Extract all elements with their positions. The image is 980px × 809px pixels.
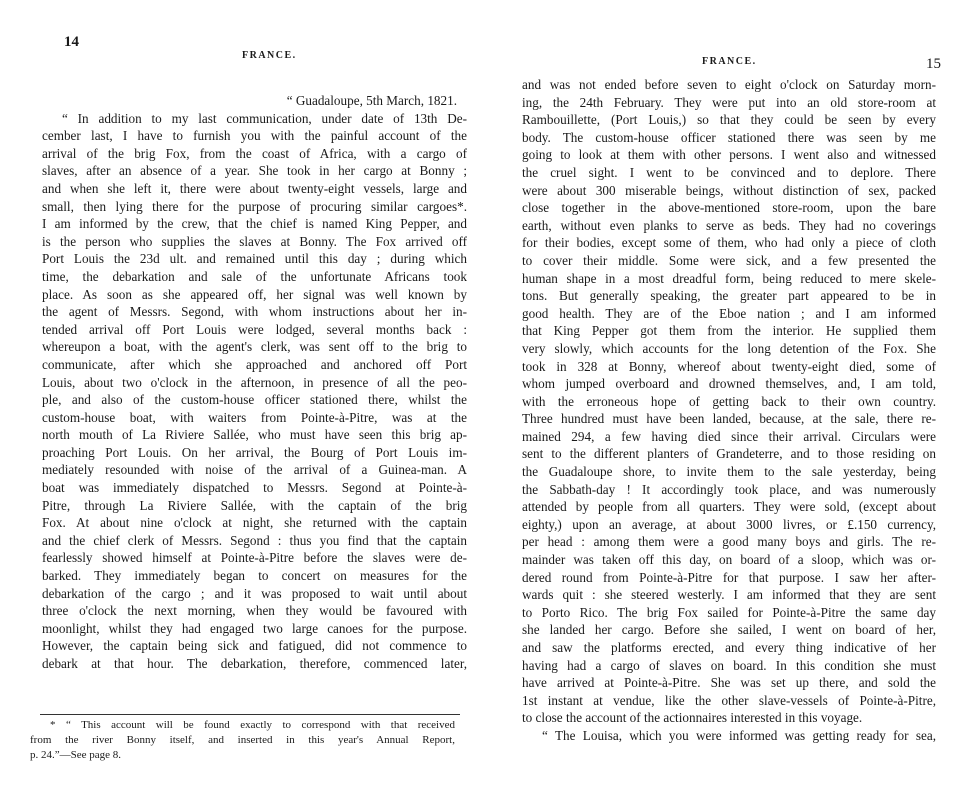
text-line: mediately resounded with noise of the arrival of a Guinea-man. A (42, 462, 467, 478)
text-line: to Porto Rico. The brig Fox sailed for Pointe-à-Pitre the same day (522, 604, 936, 620)
text-line: place. As soon as she appeared off, her signal was well known by (42, 286, 467, 302)
text-line: mainder was taken off this day, on board of a sloop, which was or- (522, 552, 936, 568)
text-line: three o'clock the next morning, when they would be favoured with (42, 603, 467, 619)
text-line: Louis, about two o'clock in the afternoon, in presence of all the peo- (42, 374, 467, 390)
text-line: the Sabbath-day ! It accordingly took place, and was numerously (522, 481, 936, 497)
text-line: Three hundred must have been landed, because, at the sale, there re- (522, 411, 936, 427)
text-line: and the chief clerk of Messrs. Segond : thus you find that the captain (42, 532, 467, 548)
text-line: slaves, after an absence of a year. She took in her cargo at Bonny ; (42, 163, 467, 179)
text-line: whereupon a boat, with the agent's clerk, was sent off to the brig to (42, 339, 467, 355)
text-line: close together in the above-mentioned store-room, upon the bare (522, 200, 936, 216)
text-line: “ Guadaloupe, 5th March, 1821. (286, 93, 457, 108)
text-line: going to look at them with other persons. I went also and witnessed (522, 147, 936, 163)
running-head: FRANCE. (702, 56, 757, 67)
text-line: have arrived at Pointe-à-Pitre. She was set up there, and sold the (522, 675, 936, 691)
text-line: whom jumped overboard and drowned themselves, and, I am told, (522, 376, 936, 392)
text-line: were about 300 miserable beings, without distinction of sex, packed (522, 182, 936, 198)
text-line: I am informed by the crew, that the chief is named King Pepper, and (42, 216, 467, 232)
text-line: north mouth of La Riviere Sallée, who must have seen this brig ap- (42, 427, 467, 443)
text-line: boat was immediately dispatched to Messrs. Segond at Pointe-à- (42, 480, 467, 496)
text-line: eighty,) upon an average, at about 3000 livres, or £.150 currency, (522, 516, 936, 532)
body-text (42, 92, 467, 673)
text-line: Port Louis the 23d ult. and remained until this day ; during which (42, 251, 467, 267)
text-line: the Guadaloupe shore, to invite them to the sale yesterday, being (522, 464, 936, 480)
text-line: “ In addition to my last communication, under date of 13th De- (62, 110, 467, 126)
text-line: arrival of the brig Fox, from the coast of Africa, with a cargo of (42, 145, 467, 161)
text-line: fearlessly showed himself at Pointe-à-Pitre before the slaves were de- (42, 550, 467, 566)
running-head: FRANCE. (242, 50, 297, 61)
text-line: with the erroneous hope of getting back to their own country. (522, 393, 936, 409)
text-line: However, the captain being sick and fatigued, did not commence to (42, 638, 467, 654)
text-line: and when she left it, there were about twenty-eight vessels, large and (42, 180, 467, 196)
text-line: Rambouillette, (Port Louis,) so that they could be seen by every (522, 112, 936, 128)
text-line: the cruel sight. I went to be convinced and to deplore. There (522, 164, 936, 180)
text-line: moonlight, whilst they had engaged two large canoes for the purpose. (42, 620, 467, 636)
text-line: and saw the platforms erected, and every thing indicative of her (522, 640, 936, 655)
text-line: p. 24.”—See page 8. (30, 749, 122, 761)
text-line: cember last, I have to furnish you with the painful account of the (42, 128, 467, 144)
text-line: from the river Bonny itself, and inserted in this year's Annual Report, (30, 734, 455, 746)
body-text (522, 76, 936, 745)
text-line: per head : among them were a good many boys and girls. The re- (522, 534, 936, 550)
text-line: debarkation of the cargo ; and it was proposed to wait until about (42, 585, 467, 601)
footnote-rule (40, 714, 460, 715)
text-line: debark at that hour. The debarkation, therefore, commenced later, (42, 656, 467, 671)
text-line: for their bodies, except some of them, who had only a piece of cloth (522, 235, 936, 251)
text-line: small, then lying there for the purpose of procuring similar cargoes*. (42, 198, 467, 214)
text-line: Fox. At about nine o'clock at night, she returned with the captain (42, 515, 467, 531)
text-line: tended arrival off Port Louis were lodged, several months back : (42, 321, 467, 337)
text-line: ple, and also of the custom-house officer stationed there, whilst the (42, 392, 467, 408)
text-line: time, the debarkation and sale of the unfortunate Africans took (42, 268, 467, 284)
text-line: is the person who supplies the slaves at Bonny. The Fox arrived off (42, 233, 467, 249)
text-line: earth, without even planks to serve as beds. They had no coverings (522, 217, 936, 233)
text-line: having had a cargo of slaves on board. In this condition she must (522, 657, 936, 673)
text-line: * “ This account will be found exactly to correspond with that received (50, 719, 455, 731)
text-line: 1st instant at vendue, like the other slave-vessels of Pointe-à-Pitre, (522, 692, 936, 708)
text-line: and was not ended before seven to eight o'clock on Saturday morn- (522, 77, 936, 92)
text-line: good health. They are of the Eboe nation ; and I am informed (522, 305, 936, 321)
text-line: custom-house boat, with waiters from Pointe-à-Pitre, was at the (42, 409, 467, 425)
text-line: body. The custom-house officer stationed there was seen by me (522, 129, 936, 145)
text-line: to close the account of the actionnaires interested in this voyage. (522, 710, 863, 726)
text-line: very slowly, which accounts for the long detention of the Fox. She (522, 340, 936, 356)
text-line: attended by people from all quarters. They were sold, (except about (522, 499, 936, 515)
text-line: communicate, after which she approached and anchored off Port (42, 356, 467, 372)
right-page (490, 0, 980, 809)
page-number: 15 (926, 56, 941, 72)
text-line: sent to the different planters of Grandeterre, and to those residing on (522, 446, 936, 462)
text-line: the agent of Messrs. Segond, with whom instructions about her in- (42, 304, 467, 320)
text-line: tons. But generally speaking, the greater part appeared to be in (522, 288, 936, 304)
text-line: Pitre, through La Riviere Sallée, with the captain of the brig (42, 497, 467, 513)
text-line: wards quit : she steered westerly. I am informed that they are sent (522, 587, 936, 603)
text-line: she landed her cargo. Before she sailed, I went on board of her, (522, 622, 936, 638)
text-line: proaching Port Louis. On her arrival, the Bourg of Port Louis im- (42, 444, 467, 460)
text-line: to cover their middle. Some were sick, and a few presented the (522, 252, 936, 268)
text-line: took in 328 at Bonny, whereof about twenty-eight died, some of (522, 358, 936, 374)
page-number: 14 (64, 34, 79, 50)
text-line: ing, the 24th February. They were put into an old store-room at (522, 94, 936, 110)
text-line: mained 294, a few having died since their arrival. Circulars were (522, 428, 936, 444)
text-line: barked. They immediately began to concert on measures for the (42, 568, 467, 584)
text-line: dered round from Pointe-à-Pitre for that purpose. I saw her after- (522, 569, 936, 585)
text-line: “ The Louisa, which you were informed was getting ready for sea, (542, 727, 936, 743)
text-line: human shape in a most dreadful form, being reduced to mere skele- (522, 270, 936, 286)
footnote (30, 718, 455, 763)
text-line: that King Pepper got them from the interior. He supplied them (522, 323, 936, 339)
